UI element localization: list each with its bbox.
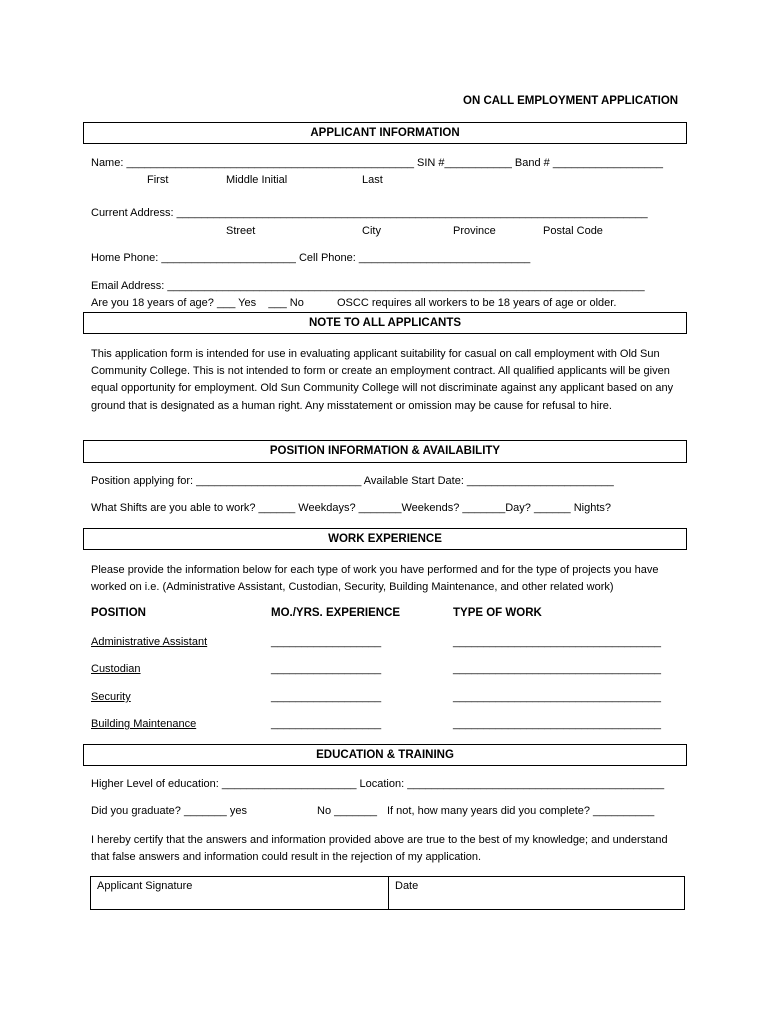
phone-fields[interactable]: Home Phone: ______________________ Cell Phone: ____________________________	[91, 252, 531, 264]
certification-text: I hereby certify that the answers and information provided above are true to the best of my knowledge; and understand that false answers and information could result in the rejection of my application.	[91, 834, 668, 864]
work-row-type[interactable]: __________________________________	[453, 636, 662, 648]
note-heading: NOTE TO ALL APPLICANTS	[83, 312, 687, 334]
work-row-type[interactable]: __________________________________	[453, 718, 662, 730]
graduate-no-field[interactable]: No _______	[317, 805, 377, 817]
education-heading: EDUCATION & TRAINING	[83, 744, 687, 766]
applicant-signature-label: Applicant Signature	[97, 880, 193, 892]
position-applying-field[interactable]: Position applying for: ___________________________ Available Start Date: ________________________	[91, 475, 614, 487]
work-row-position: Custodian	[91, 663, 141, 675]
column-position: POSITION	[91, 607, 146, 619]
province-label: Province	[453, 225, 496, 237]
column-type-of-work: TYPE OF WORK	[453, 607, 542, 619]
last-name-label: Last	[362, 174, 383, 186]
work-experience-heading: WORK EXPERIENCE	[83, 528, 687, 550]
first-name-label: First	[147, 174, 169, 186]
name-field[interactable]: Name: _______________________________________________ SIN #___________ Band # __________________	[91, 157, 663, 169]
middle-initial-label: Middle Initial	[226, 174, 288, 186]
position-heading: POSITION INFORMATION & AVAILABILITY	[83, 440, 687, 463]
city-label: City	[362, 225, 381, 237]
email-field[interactable]: Email Address: ______________________________________________________________________________	[91, 280, 645, 292]
current-address-field[interactable]: Current Address: _____________________________________________________________________________	[91, 207, 648, 219]
applicant-info-heading: APPLICANT INFORMATION	[83, 122, 687, 144]
note-paragraph: This application form is intended for use in evaluating applicant suitability for casual on call employment with Old Sun Community College. This is not intended to form or create an employment contract. All qualified applicants will be given equal opportunity for employment. Old Sun Community College will not discriminate against any applicant based on any ground that is designated as a human right. Any misstatement or omission may be cause for refusal to hire.	[91, 348, 674, 412]
years-completed-field[interactable]: If not, how many years did you complete? __________	[387, 805, 655, 817]
column-experience: MO./YRS. EXPERIENCE	[271, 607, 401, 619]
age-question[interactable]: Are you 18 years of age? ___ Yes ___ No	[91, 297, 304, 309]
work-row-experience[interactable]: __________________	[271, 718, 382, 730]
work-row-experience[interactable]: __________________	[271, 636, 382, 648]
date-cell[interactable]	[389, 877, 684, 909]
postal-code-label: Postal Code	[543, 225, 603, 237]
work-intro: Please provide the information below for each type of work you have performed and for the type of projects you have worked on i.e. (Administrative Assistant, Custodian, Security, Building Maintenance, and other related work)	[91, 564, 659, 594]
signature-table	[90, 876, 685, 910]
work-row-experience[interactable]: __________________	[271, 691, 382, 703]
work-row-position: Building Maintenance	[91, 718, 197, 730]
education-level-field[interactable]: Higher Level of education: ______________________ Location: __________________________________________	[91, 778, 665, 790]
date-label: Date	[395, 880, 419, 892]
applicant-signature-cell[interactable]	[91, 877, 389, 909]
work-row-position: Security	[91, 691, 131, 703]
page-title: ON CALL EMPLOYMENT APPLICATION	[463, 95, 679, 107]
work-row-type[interactable]: __________________________________	[453, 663, 662, 675]
work-row-experience[interactable]: __________________	[271, 663, 382, 675]
graduate-yes-field[interactable]: Did you graduate? _______ yes	[91, 805, 247, 817]
work-row-type[interactable]: __________________________________	[453, 691, 662, 703]
work-row-position: Administrative Assistant	[91, 636, 208, 648]
age-requirement-note: OSCC requires all workers to be 18 years of age or older.	[337, 297, 617, 309]
street-label: Street	[226, 225, 256, 237]
shifts-field[interactable]: What Shifts are you able to work? ______ Weekdays? _______Weekends? _______Day? ______ Nights?	[91, 502, 612, 514]
